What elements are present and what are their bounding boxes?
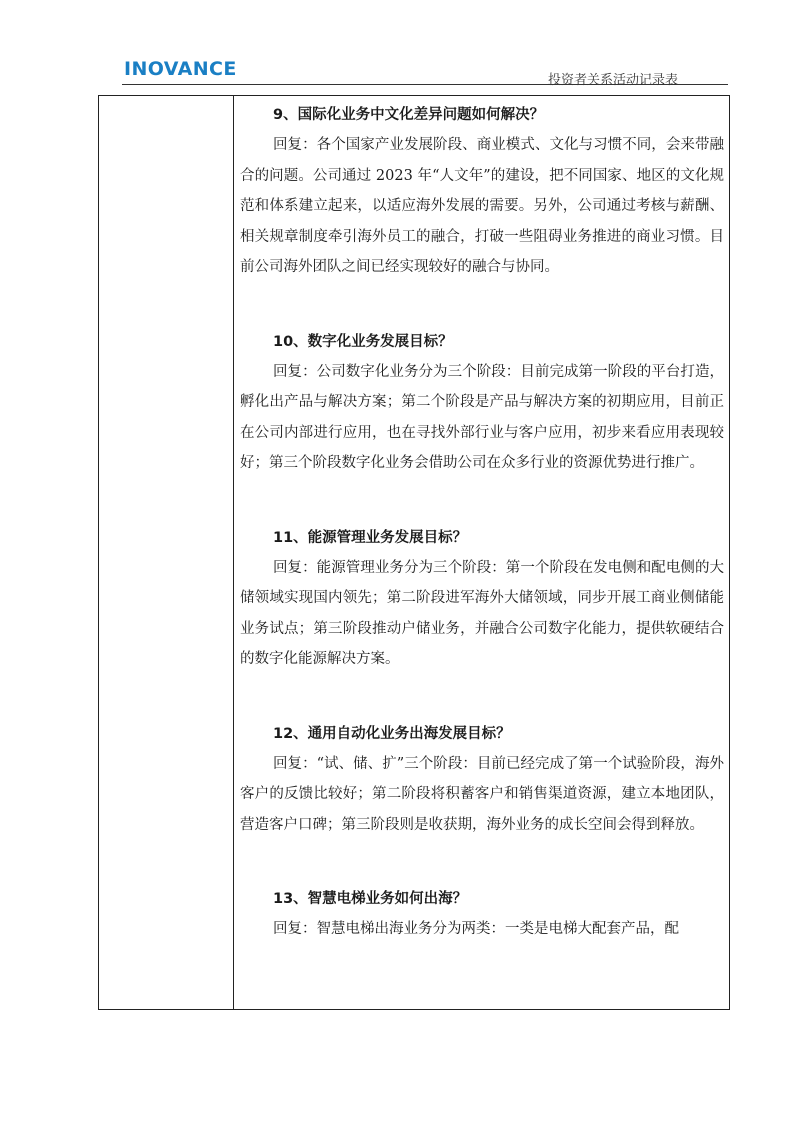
header-rule — [122, 84, 728, 85]
answer-text: 回复：各个国家产业发展阶段、商业模式、文化与习惯不同，会来带融合的问题。公司通过 2023 年“人文年”的建设，把不同国家、地区的文化规范和体系建立起来，以适应海外发展的需要。另外，公司通过考核与薪酬、相关规章制度牵引海外员工的融合，打破一些阻碍业务推进的商业习惯。目前公司海外团队之间已经实现较好的融合与协同。 — [240, 137, 724, 275]
qa-item-11 — [240, 523, 724, 675]
qa-item-12 — [240, 719, 724, 841]
question-title: 11、能源管理业务发展目标？ — [273, 529, 468, 546]
question-title: 13、智慧电梯业务如何出海？ — [273, 891, 468, 907]
answer-text: 回复：能源管理业务分为三个阶段：第一个阶段在发电侧和配电侧的大储领域实现国内领先；第二阶段进军海外大储领域，同步开展工商业侧储能业务试点；第三阶段推动户储业务，并融合公司数字化能力，提供软硬结合的数字化能源解决方案。 — [240, 559, 724, 667]
answer-text: 回复：“试、储、扩”三个阶段：目前已经完成了第一个试验阶段，海外客户的反馈比较好；第二阶段将积蓄客户和销售渠道资源，建立本地团队，营造客户口碑；第三阶段则是收获期，海外业务的成长空间会得到释放。 — [240, 755, 724, 833]
question-title: 12、通用自动化业务出海发展目标？ — [273, 725, 511, 742]
document-title: 投资者关系活动记录表 — [548, 73, 679, 88]
qa-content — [240, 100, 724, 945]
answer-text: 回复：公司数字化业务分为三个阶段：目前完成第一阶段的平台打造，孵化出产品与解决方案；第二个阶段是产品与解决方案的初期应用，目前正在公司内部进行应用，也在寻找外部行业与客户应用，初步来看应用表现较好；第三个阶段数字化业务会借助公司在众多行业的资源优势进行推广。 — [240, 363, 724, 471]
qa-item-10 — [240, 327, 724, 479]
answer-text: 回复：智慧电梯出海业务分为两类：一类是电梯大配套产品，配 — [273, 921, 679, 937]
qa-item-13 — [240, 884, 724, 945]
question-title: 9、国际化业务中文化差异问题如何解决？ — [273, 107, 545, 123]
inovance-logo: INOVANCE — [124, 58, 237, 80]
question-title: 10、数字化业务发展目标？ — [273, 333, 453, 350]
qa-item-9 — [240, 100, 724, 283]
table-column-divider — [233, 95, 234, 1010]
